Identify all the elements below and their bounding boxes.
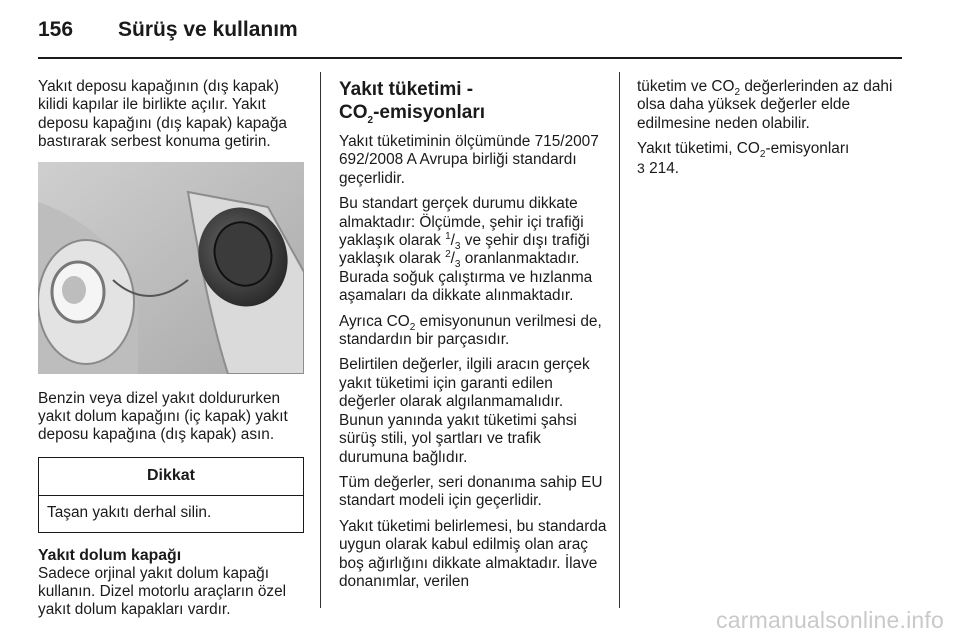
text-run: -emisyonları xyxy=(765,140,850,158)
subscript: 2 xyxy=(734,87,741,99)
text-run: değerlerinden az dahi olsa daha yüksek değerler elde edilmesine neden olabilir. xyxy=(637,78,893,132)
text-run: / xyxy=(450,232,455,250)
column-divider xyxy=(320,72,321,608)
cross-reference[interactable] xyxy=(637,140,909,178)
column-2 xyxy=(339,78,607,598)
weight-paragraph: Yakıt tüketimi belirlemesi, bu standarda uygun olarak kabul edilmiş olan araç boş ağırlığını dikkate almaktadır. İlave donanımlar, verilen xyxy=(339,517,607,590)
text-run: / xyxy=(450,250,455,268)
column-divider xyxy=(619,72,620,608)
section-heading-co: CO xyxy=(339,102,368,123)
continuation-paragraph xyxy=(637,78,909,133)
values-paragraph: Belirtilen değerler, ilgili aracın gerçek yakıt tüketimi için garanti edilen değerler olarak algılanmamalıdır. Bunun yanında yakıt tüketimi şahsi sürüş stili, yol şartları ve trafik durumuna bağlıdır. xyxy=(339,356,590,466)
caution-box xyxy=(38,457,304,533)
fuel-cap-photo xyxy=(38,162,304,374)
subscript: 3 xyxy=(454,259,461,271)
subscript: 3 xyxy=(454,241,461,253)
co2-paragraph xyxy=(339,313,607,350)
fuel-cap-heading: Yakıt dolum kapağı xyxy=(38,546,182,564)
reference-arrow-icon: 3 xyxy=(637,159,645,176)
caution-text: Taşan yakıtı derhal silin. xyxy=(47,504,212,522)
page-header xyxy=(38,18,298,48)
eu-paragraph: Tüm değerler, seri donanıma sahip EU standart modeli için geçerlidir. xyxy=(339,473,603,510)
superscript: 2 xyxy=(445,249,451,261)
subscript: 2 xyxy=(367,114,374,126)
reference-page: 214. xyxy=(644,159,680,177)
intro-paragraph: Yakıt deposu kapağının (dış kapak) kilidi kapılar ile birlikte açılır. Yakıt deposu kapağını (dış kapak) kapağa bastırarak serbest konuma getirin. xyxy=(38,78,287,151)
text-run: tüketim ve CO xyxy=(637,78,735,95)
standard-paragraph: Yakıt tüketiminin ölçümünde 715/2007 692/2008 A Avrupa birliği standardı geçerlidir. xyxy=(339,133,599,187)
text-run: emisyonunun verilmesi de, standardın bir parçasıdır. xyxy=(339,312,602,349)
traffic-paragraph xyxy=(339,195,607,305)
text-run: Yakıt tüketimi, CO xyxy=(637,140,760,158)
section-heading-rest: -emisyonları xyxy=(373,102,485,123)
text-run: oranlanmaktadır. Burada soğuk çalıştırma ve hızlanma aşamaları da dikkate alınmaktadır. xyxy=(339,250,593,305)
section-heading-line1: Yakıt tüketimi - xyxy=(339,79,474,100)
subscript: 2 xyxy=(409,321,416,333)
page-title: Sürüş ve kullanım xyxy=(118,18,298,41)
header-rule xyxy=(38,57,902,59)
subscript: 2 xyxy=(759,149,766,161)
column-1 xyxy=(38,78,304,627)
watermark: carmanualsonline.info xyxy=(716,607,944,633)
superscript: 1 xyxy=(445,230,451,242)
hang-cap-paragraph: Benzin veya dizel yakıt doldururken yakıt dolum kapağını (iç kapak) yakıt deposu kapağına (dış kapak) asın. xyxy=(38,389,288,444)
text-run: Ayrıca CO xyxy=(339,312,410,330)
fuel-cap-paragraph: Sadece orjinal yakıt dolum kapağı kullanın. Dizel motorlu araçların özel yakıt dolum kapakları vardır. xyxy=(38,564,287,619)
text-run: Bu standart gerçek durumu dikkate almaktadır: Ölçümde, şehir içi trafiği yaklaşık olarak xyxy=(339,195,584,250)
column-3 xyxy=(637,78,909,185)
section-heading xyxy=(339,78,607,124)
text-run: ve şehir dışı trafiği yaklaşık olarak xyxy=(339,232,590,268)
caution-title: Dikkat xyxy=(39,458,303,496)
page-number: 156 xyxy=(38,18,74,41)
